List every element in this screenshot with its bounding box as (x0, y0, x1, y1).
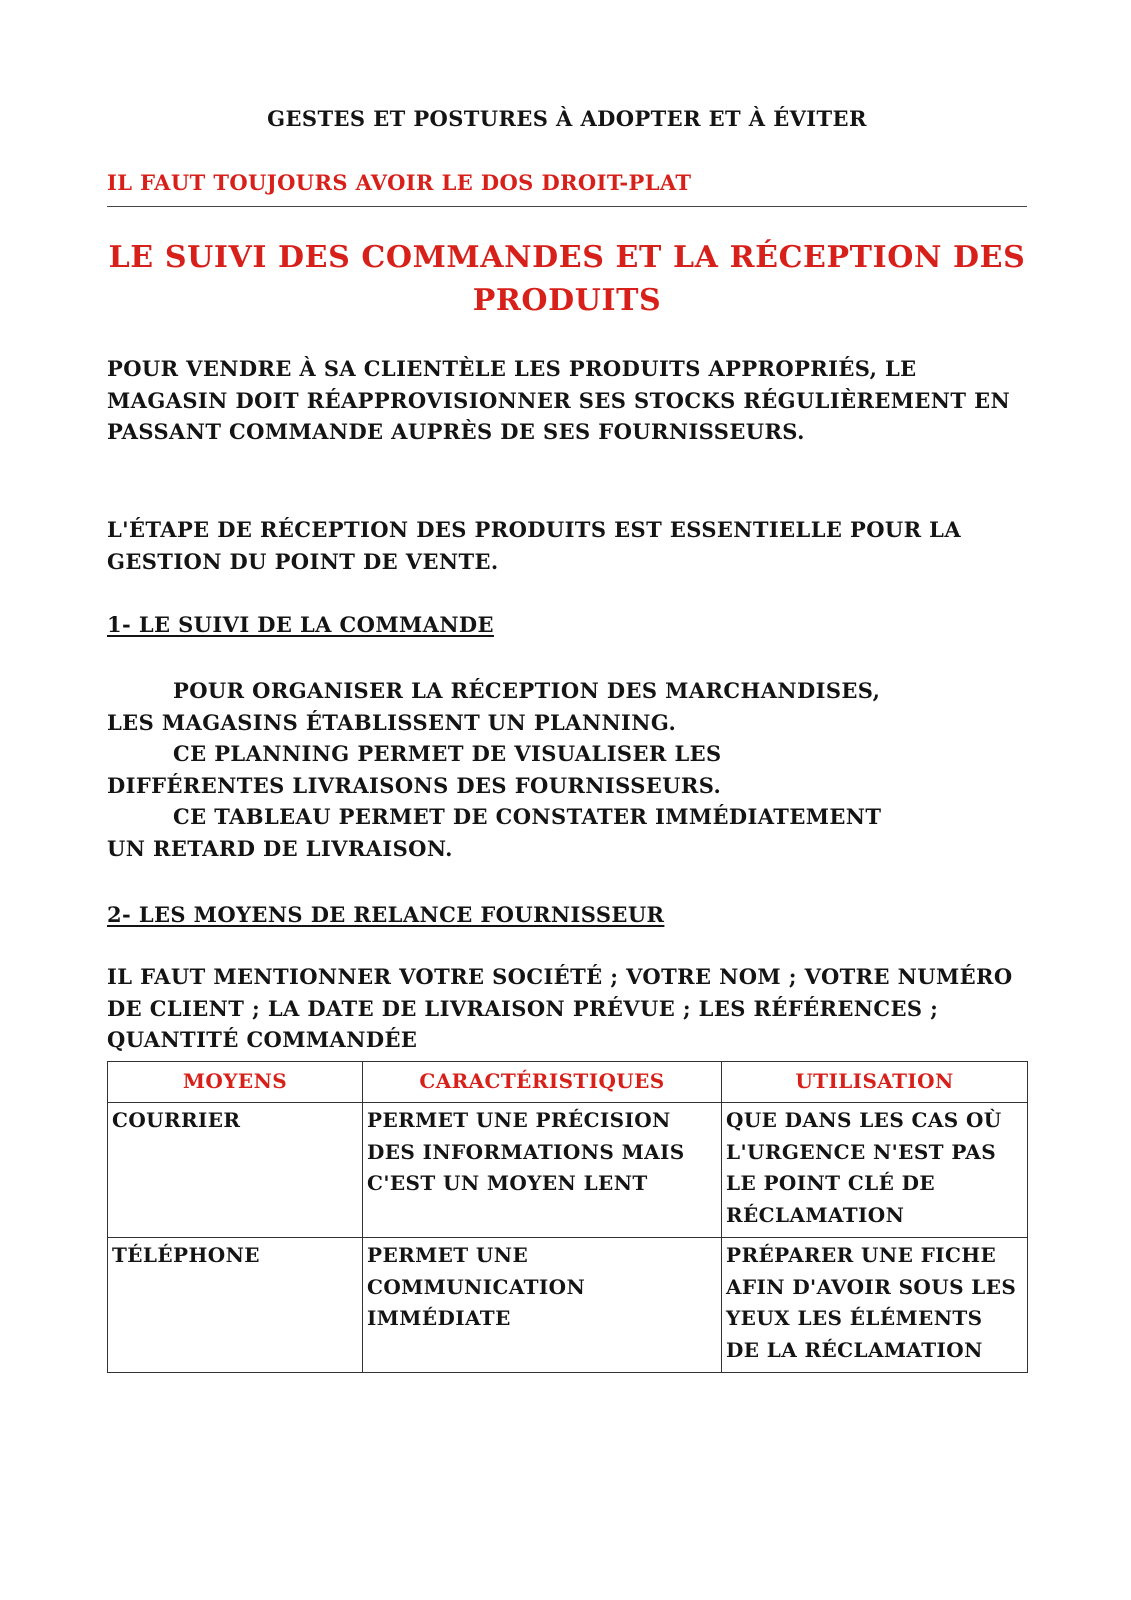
document-header-title: GESTES ET POSTURES À ADOPTER ET À ÉVITER (267, 106, 867, 131)
column-header-utilisation: UTILISATION (722, 1062, 1028, 1103)
section-1-line: DIFFÉRENTES LIVRAISONS DES FOURNISSEURS. (107, 772, 722, 798)
main-title: LE SUIVI DES COMMANDES ET LA RÉCEPTION DES PRODUITS (108, 240, 1026, 318)
section-1-line: LES MAGASINS ÉTABLISSENT UN PLANNING. (107, 709, 677, 735)
section-1-body (107, 675, 1027, 864)
table-cell-caracteristique: PERMET UNE COMMUNICATION IMMÉDIATE (363, 1238, 722, 1373)
column-header-moyens: MOYENS (108, 1062, 363, 1103)
table-cell-utilisation: QUE DANS LES CAS OÙ L'URGENCE N'EST PAS LE POINT CLÉ DE RÉCLAMATION (722, 1103, 1028, 1238)
table-row (108, 1103, 1028, 1238)
header-divider (107, 206, 1027, 207)
table-cell-caracteristique: PERMET UNE PRÉCISION DES INFORMATIONS MAIS C'EST UN MOYEN LENT (363, 1103, 722, 1238)
column-header-caracteristiques: CARACTÉRISTIQUES (363, 1062, 722, 1103)
section-1-line: CE PLANNING PERMET DE VISUALISER LES (173, 741, 722, 766)
section-1-line: UN RETARD DE LIVRAISON. (107, 835, 453, 861)
section-2-heading: 2- LES MOYENS DE RELANCE FOURNISSEUR (107, 902, 665, 927)
section-1-line: POUR ORGANISER LA RÉCEPTION DES MARCHANDISES, (173, 678, 881, 703)
intro-paragraph-2: L'ÉTAPE DE RÉCEPTION DES PRODUITS EST ESSENTIELLE POUR LA GESTION DU POINT DE VENTE. (107, 517, 962, 574)
table-cell-utilisation: PRÉPARER UNE FICHE AFIN D'AVOIR SOUS LES YEUX LES ÉLÉMENTS DE LA RÉCLAMATION (722, 1238, 1028, 1373)
table-header-row (108, 1062, 1028, 1103)
table-cell-moyen: COURRIER (108, 1103, 363, 1238)
intro-paragraph-1: POUR VENDRE À SA CLIENTÈLE LES PRODUITS APPROPRIÉS, LE MAGASIN DOIT RÉAPPROVISIONNER SES STOCKS RÉGULIÈREMENT EN PASSANT COMMANDE AUPRÈS DE SES FOURNISSEURS. (107, 356, 1011, 444)
section-1-heading: 1- LE SUIVI DE LA COMMANDE (107, 612, 494, 637)
section-1-line: CE TABLEAU PERMET DE CONSTATER IMMÉDIATEMENT (173, 804, 882, 829)
supplier-follow-up-table (107, 1061, 1028, 1373)
table-row (108, 1238, 1028, 1373)
table-cell-moyen: TÉLÉPHONE (108, 1238, 363, 1373)
section-2-text: IL FAUT MENTIONNER VOTRE SOCIÉTÉ ; VOTRE NOM ; VOTRE NUMÉRO DE CLIENT ; LA DATE DE LIVRAISON PRÉVUE ; LES RÉFÉRENCES ; QUANTITÉ COMMANDÉE (107, 964, 1013, 1052)
posture-note: IL FAUT TOUJOURS AVOIR LE DOS DROIT-PLAT (107, 170, 692, 195)
